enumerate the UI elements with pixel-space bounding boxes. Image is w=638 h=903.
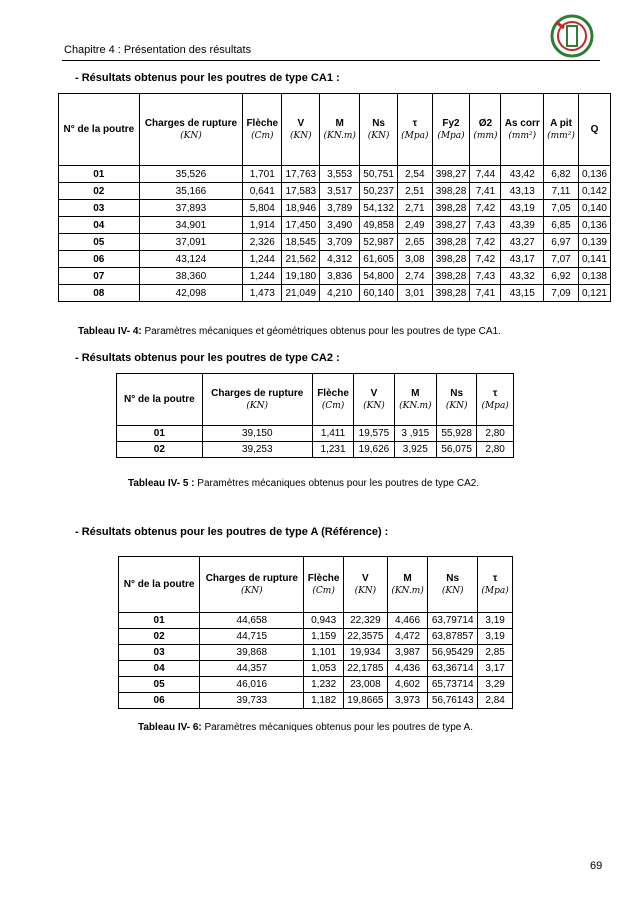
- table-cell: 2,74: [398, 268, 432, 285]
- column-header: Ø2 (mm): [470, 94, 501, 166]
- table-cell: 39,150: [202, 426, 312, 442]
- table-cell: 04: [119, 661, 200, 677]
- table-cell: 02: [117, 442, 203, 458]
- table-cell: 17,450: [282, 217, 320, 234]
- table-cell: 3,836: [320, 268, 360, 285]
- caption-table-5: Tableau IV- 5 : Paramètres mécaniques obtenus pour les poutres de type CA2.: [128, 478, 480, 489]
- column-header: As corr (mm²): [501, 94, 544, 166]
- table-cell: 398,28: [432, 200, 470, 217]
- table-cell: 6,97: [544, 234, 579, 251]
- table-cell: 398,28: [432, 251, 470, 268]
- table-cell: 0,121: [578, 285, 610, 302]
- table-cell: 1,244: [243, 268, 282, 285]
- table-cell: 3,517: [320, 183, 360, 200]
- table-cell: 49,858: [360, 217, 398, 234]
- column-header: N° de la poutre: [117, 374, 203, 426]
- table-cell: 38,360: [139, 268, 243, 285]
- table-cell: 1,231: [312, 442, 354, 458]
- table-cell: 2,49: [398, 217, 432, 234]
- table-cell: 398,28: [432, 183, 470, 200]
- table-cell: 0,943: [304, 613, 343, 629]
- table-cell: 18,946: [282, 200, 320, 217]
- table-cell: 1,914: [243, 217, 282, 234]
- table-cell: 1,159: [304, 629, 343, 645]
- table-cell: 43,17: [501, 251, 544, 268]
- table-cell: 3,789: [320, 200, 360, 217]
- column-header: A pit (mm²): [544, 94, 579, 166]
- table-cell: 2,80: [477, 442, 514, 458]
- table-cell: 3,17: [478, 661, 513, 677]
- column-header: V (KN): [354, 374, 394, 426]
- table-cell: 398,28: [432, 285, 470, 302]
- table-cell: 7,44: [470, 166, 501, 183]
- table-cell: 1,411: [312, 426, 354, 442]
- table-cell: 44,715: [200, 629, 304, 645]
- column-header: Flèche (Cm): [304, 557, 343, 613]
- table-cell: 56,075: [437, 442, 477, 458]
- column-header: τ (Mpa): [398, 94, 432, 166]
- table-cell: 0,138: [578, 268, 610, 285]
- table-row: [59, 200, 611, 217]
- section-title-ca1: - Résultats obtenus pour les poutres de type CA1 :: [75, 72, 340, 84]
- column-header: τ (Mpa): [478, 557, 513, 613]
- table-cell: 7,07: [544, 251, 579, 268]
- column-header: V (KN): [282, 94, 320, 166]
- table-cell: 63,87857: [428, 629, 478, 645]
- column-header: N° de la poutre: [119, 557, 200, 613]
- table-cell: 6,82: [544, 166, 579, 183]
- table-cell: 4,312: [320, 251, 360, 268]
- table-cell: 4,466: [387, 613, 427, 629]
- table-cell: 1,101: [304, 645, 343, 661]
- table-cell: 22,1785: [343, 661, 387, 677]
- table-cell: 17,583: [282, 183, 320, 200]
- table-cell: 43,42: [501, 166, 544, 183]
- column-header: Ns (KN): [360, 94, 398, 166]
- table-cell: 0,142: [578, 183, 610, 200]
- page-number: 69: [590, 860, 603, 872]
- table-cell: 46,016: [200, 677, 304, 693]
- table-cell: 4,436: [387, 661, 427, 677]
- column-header: V (KN): [343, 557, 387, 613]
- table-cell: 54,132: [360, 200, 398, 217]
- table-cell: 3,973: [387, 693, 427, 709]
- table-cell: 3,01: [398, 285, 432, 302]
- column-header: Charges de rupture (KN): [202, 374, 312, 426]
- table-cell: 0,136: [578, 166, 610, 183]
- page-header: [62, 38, 600, 61]
- chapter-title: Chapitre 4 : Présentation des résultats: [64, 44, 252, 56]
- table-cell: 02: [59, 183, 140, 200]
- table-cell: 17,763: [282, 166, 320, 183]
- table-cell: 05: [59, 234, 140, 251]
- table-cell: 7,43: [470, 268, 501, 285]
- column-header: Charges de rupture (KN): [200, 557, 304, 613]
- table-cell: 7,05: [544, 200, 579, 217]
- table-cell: 01: [117, 426, 203, 442]
- table-cell: 3,553: [320, 166, 360, 183]
- table-ca2: [116, 373, 514, 458]
- table-header-row: [119, 557, 513, 613]
- table-row: [59, 268, 611, 285]
- table-cell: 35,166: [139, 183, 243, 200]
- column-header: τ (Mpa): [477, 374, 514, 426]
- table-cell: 0,140: [578, 200, 610, 217]
- table-cell: 42,098: [139, 285, 243, 302]
- table-cell: 02: [119, 629, 200, 645]
- table-cell: 54,800: [360, 268, 398, 285]
- table-cell: 3 ,915: [394, 426, 436, 442]
- table-cell: 08: [59, 285, 140, 302]
- column-header: Flèche (Cm): [312, 374, 354, 426]
- column-header: Charges de rupture (KN): [139, 94, 243, 166]
- table-cell: 2,80: [477, 426, 514, 442]
- table-cell: 43,27: [501, 234, 544, 251]
- table-row: [59, 251, 611, 268]
- table-cell: 43,15: [501, 285, 544, 302]
- university-logo-icon: [548, 12, 596, 60]
- table-row: [117, 426, 514, 442]
- table-cell: 398,28: [432, 234, 470, 251]
- table-cell: 21,562: [282, 251, 320, 268]
- table-cell: 19,180: [282, 268, 320, 285]
- table-cell: 05: [119, 677, 200, 693]
- table-cell: 56,95429: [428, 645, 478, 661]
- table-cell: 43,124: [139, 251, 243, 268]
- table-cell: 06: [119, 693, 200, 709]
- column-header: Flèche (Cm): [243, 94, 282, 166]
- table-cell: 52,987: [360, 234, 398, 251]
- table-cell: 3,08: [398, 251, 432, 268]
- table-cell: 398,27: [432, 217, 470, 234]
- table-cell: 4,210: [320, 285, 360, 302]
- column-header: M (KN.m): [320, 94, 360, 166]
- table-ca1: [58, 93, 611, 302]
- table-cell: 0,139: [578, 234, 610, 251]
- table-cell: 35,526: [139, 166, 243, 183]
- table-row: [59, 183, 611, 200]
- table-row: [119, 629, 513, 645]
- table-cell: 03: [59, 200, 140, 217]
- table-cell: 1,182: [304, 693, 343, 709]
- table-cell: 61,605: [360, 251, 398, 268]
- caption-table-4: Tableau IV- 4: Paramètres mécaniques et géométriques obtenus pour les poutres de type CA1.: [78, 326, 501, 337]
- table-cell: 43,32: [501, 268, 544, 285]
- caption-table-6: Tableau IV- 6: Paramètres mécaniques obtenus pour les poutres de type A.: [138, 722, 474, 733]
- table-cell: 2,51: [398, 183, 432, 200]
- table-cell: 01: [59, 166, 140, 183]
- section-title-ca2: - Résultats obtenus pour les poutres de type CA2 :: [75, 352, 340, 364]
- table-cell: 1,473: [243, 285, 282, 302]
- table-row: [119, 613, 513, 629]
- table-cell: 50,237: [360, 183, 398, 200]
- table-row: [117, 442, 514, 458]
- table-cell: 3,709: [320, 234, 360, 251]
- table-cell: 2,85: [478, 645, 513, 661]
- table-row: [119, 645, 513, 661]
- table-cell: 4,472: [387, 629, 427, 645]
- table-cell: 1,244: [243, 251, 282, 268]
- table-cell: 43,39: [501, 217, 544, 234]
- section-title-a: - Résultats obtenus pour les poutres de type A (Référence) :: [75, 526, 389, 538]
- column-header: N° de la poutre: [59, 94, 140, 166]
- table-cell: 398,28: [432, 268, 470, 285]
- table-cell: 44,357: [200, 661, 304, 677]
- column-header: M (KN.m): [394, 374, 436, 426]
- table-cell: 22,3575: [343, 629, 387, 645]
- table-cell: 37,893: [139, 200, 243, 217]
- table-cell: 03: [119, 645, 200, 661]
- table-cell: 6,92: [544, 268, 579, 285]
- table-row: [119, 677, 513, 693]
- table-cell: 34,901: [139, 217, 243, 234]
- table-header-row: [59, 94, 611, 166]
- table-cell: 63,79714: [428, 613, 478, 629]
- table-cell: 7,42: [470, 200, 501, 217]
- table-cell: 7,41: [470, 285, 501, 302]
- table-cell: 19,8665: [343, 693, 387, 709]
- column-header: Ns (KN): [428, 557, 478, 613]
- table-cell: 2,326: [243, 234, 282, 251]
- table-cell: 04: [59, 217, 140, 234]
- column-header: Ns (KN): [437, 374, 477, 426]
- table-cell: 18,545: [282, 234, 320, 251]
- table-cell: 44,658: [200, 613, 304, 629]
- table-row: [59, 217, 611, 234]
- table-cell: 7,42: [470, 234, 501, 251]
- table-header-row: [117, 374, 514, 426]
- table-cell: 39,733: [200, 693, 304, 709]
- table-cell: 0,136: [578, 217, 610, 234]
- table-cell: 5,804: [243, 200, 282, 217]
- table-cell: 65,73714: [428, 677, 478, 693]
- table-cell: 19,575: [354, 426, 394, 442]
- table-cell: 39,868: [200, 645, 304, 661]
- table-cell: 1,701: [243, 166, 282, 183]
- table-cell: 55,928: [437, 426, 477, 442]
- table-cell: 22,329: [343, 613, 387, 629]
- table-cell: 2,54: [398, 166, 432, 183]
- table-cell: 3,29: [478, 677, 513, 693]
- table-cell: 56,76143: [428, 693, 478, 709]
- column-header: Q: [578, 94, 610, 166]
- table-cell: 01: [119, 613, 200, 629]
- table-cell: 07: [59, 268, 140, 285]
- table-cell: 2,84: [478, 693, 513, 709]
- table-cell: 398,27: [432, 166, 470, 183]
- table-cell: 43,19: [501, 200, 544, 217]
- table-cell: 3,490: [320, 217, 360, 234]
- table-cell: 7,42: [470, 251, 501, 268]
- table-cell: 7,41: [470, 183, 501, 200]
- table-cell: 3,19: [478, 613, 513, 629]
- table-cell: 3,925: [394, 442, 436, 458]
- table-row: [59, 166, 611, 183]
- table-row: [119, 661, 513, 677]
- table-cell: 06: [59, 251, 140, 268]
- table-cell: 2,71: [398, 200, 432, 217]
- table-cell: 4,602: [387, 677, 427, 693]
- table-cell: 21,049: [282, 285, 320, 302]
- table-row: [119, 693, 513, 709]
- table-cell: 1,053: [304, 661, 343, 677]
- table-cell: 37,091: [139, 234, 243, 251]
- table-cell: 60,140: [360, 285, 398, 302]
- table-cell: 19,934: [343, 645, 387, 661]
- table-cell: 63,36714: [428, 661, 478, 677]
- table-cell: 3,987: [387, 645, 427, 661]
- table-cell: 23,008: [343, 677, 387, 693]
- table-cell: 0,141: [578, 251, 610, 268]
- table-cell: 3,19: [478, 629, 513, 645]
- column-header: M (KN.m): [387, 557, 427, 613]
- table-cell: 6,85: [544, 217, 579, 234]
- table-cell: 39,253: [202, 442, 312, 458]
- table-cell: 7,09: [544, 285, 579, 302]
- table-cell: 7,11: [544, 183, 579, 200]
- column-header: Fy2 (Mpa): [432, 94, 470, 166]
- table-cell: 2,65: [398, 234, 432, 251]
- table-cell: 50,751: [360, 166, 398, 183]
- table-cell: 7,43: [470, 217, 501, 234]
- table-cell: 43,13: [501, 183, 544, 200]
- table-row: [59, 234, 611, 251]
- table-cell: 19,626: [354, 442, 394, 458]
- table-a: [118, 556, 513, 709]
- table-cell: 1,232: [304, 677, 343, 693]
- table-row: [59, 285, 611, 302]
- table-cell: 0,641: [243, 183, 282, 200]
